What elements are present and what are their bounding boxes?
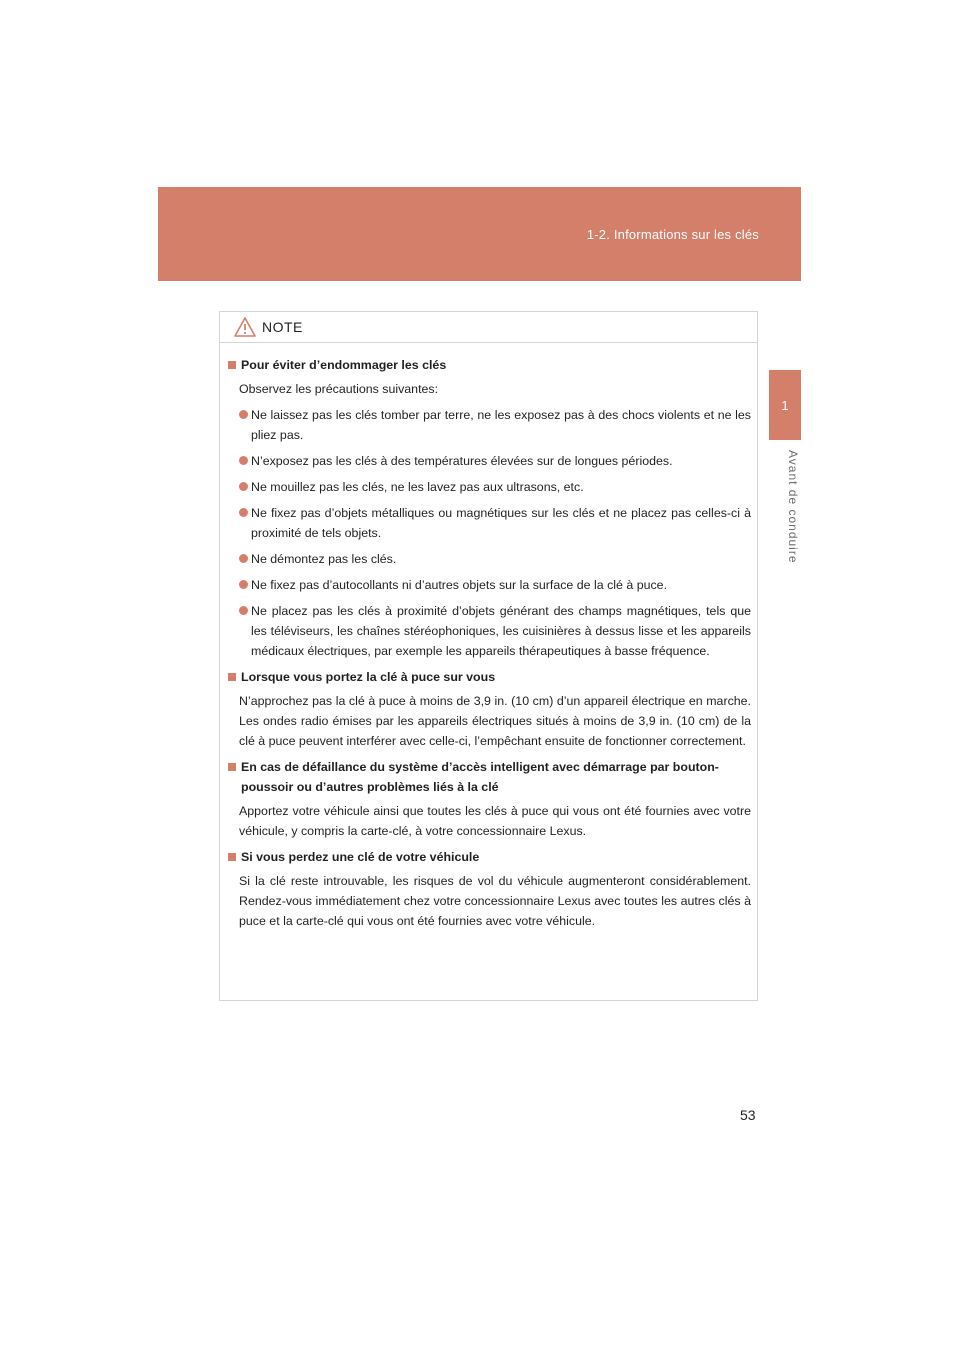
section-protect-keys	[228, 355, 751, 661]
list-item: Ne mouillez pas les clés, ne les lavez pas aux ultrasons, etc.	[228, 477, 751, 497]
note-header	[220, 312, 757, 343]
section-heading: En cas de défaillance du système d’accès intelligent avec démarrage par bouton-poussoir ou d’autres problèmes liés à la clé	[228, 757, 751, 797]
list-item: Ne fixez pas d’autocollants ni d’autres objets sur la surface de la clé à puce.	[228, 575, 751, 595]
chapter-label: Avant de conduire	[786, 450, 800, 564]
square-bullet-icon	[228, 853, 236, 861]
note-label: NOTE	[262, 319, 303, 335]
square-bullet-icon	[228, 361, 236, 369]
section-heading: Si vous perdez une clé de votre véhicule	[228, 847, 751, 867]
list-item: N’exposez pas les clés à des températures élevées sur de longues périodes.	[228, 451, 751, 471]
dot-bullet-icon	[239, 482, 248, 491]
section-body: Apportez votre véhicule ainsi que toutes les clés à puce qui vous ont été fournies avec votre véhicule, y compris la carte-clé, à votre concessionnaire Lexus.	[239, 804, 751, 838]
note-box	[219, 311, 758, 1001]
note-content	[220, 343, 757, 931]
section-system-failure	[228, 757, 751, 841]
list-item: Ne fixez pas d’objets métalliques ou magnétiques sur les clés et ne placez pas celles-ci à proximité de tels objets.	[228, 503, 751, 543]
chapter-number: 1	[781, 397, 789, 413]
list-item: Ne laissez pas les clés tomber par terre, ne les exposez pas à des chocs violents et ne les pliez pas.	[228, 405, 751, 445]
section-intro: Observez les précautions suivantes:	[239, 382, 439, 396]
header-band	[158, 187, 801, 281]
page-number: 53	[740, 1107, 756, 1123]
dot-bullet-icon	[239, 606, 248, 615]
section-body: N’approchez pas la clé à puce à moins de 3,9 in. (10 cm) d’un appareil électrique en marche. Les ondes radio émises par les appareils électriques situés à moins de 3,9 in. (10 cm) de la clé à puce peuvent interférer avec celle-ci, l’empêchant ensuite de fonctionner correctement.	[239, 694, 751, 748]
dot-bullet-icon	[239, 410, 248, 419]
list-item: Ne placez pas les clés à proximité d’objets générant des champs magnétiques, tels que les téléviseurs, les chaînes stéréophoniques, les cuisinières à dessus lisse et les appareils médicaux électriques, par exemple les appareils thérapeutiques à basse fréquence.	[228, 601, 751, 661]
section-carry-key	[228, 667, 751, 751]
section-body: Si la clé reste introuvable, les risques de vol du véhicule augmenteront considérablement. Rendez-vous immédiatement chez votre concessionnaire Lexus avec toutes les autres clés à puce et la carte-clé qui vous ont été fournies avec votre véhicule.	[239, 874, 751, 928]
section-heading: Pour éviter d’endommager les clés	[228, 355, 751, 375]
list-item: Ne démontez pas les clés.	[228, 549, 751, 569]
chapter-tab	[769, 370, 801, 440]
section-lost-key	[228, 847, 751, 931]
section-title: 1-2. Informations sur les clés	[586, 227, 759, 242]
dot-bullet-icon	[239, 554, 248, 563]
warning-triangle-icon	[234, 317, 256, 337]
dot-bullet-icon	[239, 508, 248, 517]
square-bullet-icon	[228, 763, 236, 771]
dot-bullet-icon	[239, 580, 248, 589]
section-heading: Lorsque vous portez la clé à puce sur vous	[228, 667, 751, 687]
square-bullet-icon	[228, 673, 236, 681]
dot-bullet-icon	[239, 456, 248, 465]
